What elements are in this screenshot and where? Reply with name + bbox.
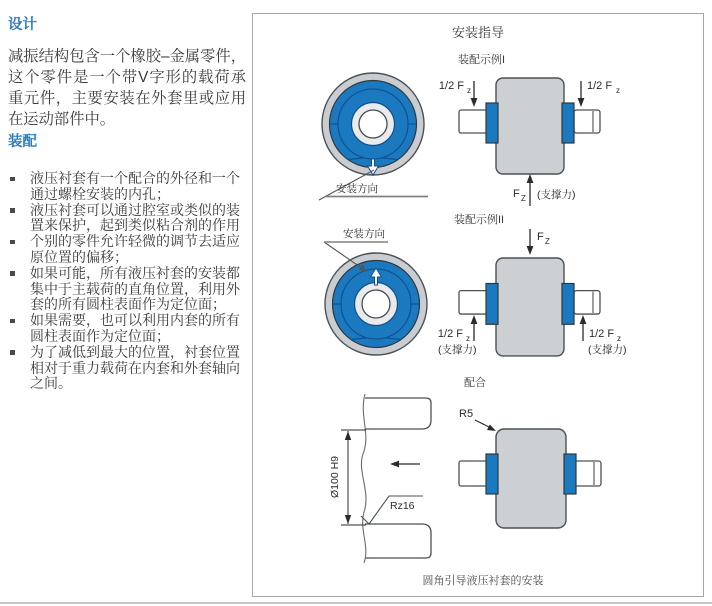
list-item [8,203,246,235]
break-wavy-line [361,394,366,563]
bullet-text: 如果需要，也可以利用内套的所有圆柱表面作为定位面； [30,312,240,344]
list-item [8,313,246,345]
radius-label: R5 [459,408,474,420]
side-assembly-fit [459,429,601,528]
bore-dimension-label: Ø100 H9 [329,455,341,499]
half-force-subscript: z [617,334,621,343]
side-assembly-2 [459,258,600,356]
installation-guide-figure [253,14,703,596]
force-subscript: Z [545,237,550,246]
figure-caption: 圆角引导液压衬套的安装 [422,575,544,587]
assembly-heading: 装配 [8,134,37,150]
design-heading: 设计 [8,17,37,33]
half-force-label: 1/2 F [437,328,463,340]
example1-label: 装配示例I [458,54,506,66]
support-force-label: (支撑力) [588,344,627,356]
force-subscript: Z [521,194,526,203]
bullet-text: 液压衬套有一个配合的外径和一个通过螺栓安装的内孔； [30,170,240,202]
bore-dimension [341,430,366,525]
list-item [8,345,246,392]
list-item [8,234,246,266]
bullet-text: 为了减低到最大的位置，衬套位置相对于重力载荷在内套和外套轴向之间。 [30,343,240,392]
fit-label: 配合 [464,377,486,389]
side-assembly-1 [459,78,600,174]
roughness-label: Rz16 [390,500,415,512]
example2-label: 装配示例II [454,214,505,226]
force-label: F [513,188,520,200]
assembly-bullet-list [8,171,246,392]
mounting-direction-label-2: 安装方向 [343,228,385,240]
page-bottom-divider [0,602,712,604]
bullet-text: 个别的零件允许轻微的调节去适应原位置的偏移； [30,233,240,265]
half-force-label: 1/2 F [438,80,464,92]
radius-callout [475,420,496,431]
force-label: F [537,231,544,243]
support-force-label: (支撑力) [537,189,576,201]
half-force-label: 1/2 F [589,328,615,340]
bullet-text: 如果可能，所有液压衬套的安装都集中于主载荷的直角位置，利用外套的所有圆柱表面作为定位面； [30,264,240,313]
installation-guide-panel [252,13,704,597]
support-force-label: (支撑力) [438,344,477,356]
mounting-direction-label-1: 安装方向 [336,183,378,195]
half-force-subscript: z [616,86,620,95]
press-in-arrow [390,461,420,468]
bullet-text: 液压衬套可以通过腔室或类似的装置来保护，起到类似粘合剂的作用 [30,201,240,234]
half-force-subscript: z [466,334,470,343]
list-item [8,171,246,203]
list-item [8,266,246,313]
panel-title: 安装指导 [451,25,505,40]
half-force-subscript: z [467,86,471,95]
housing-bore-drawing [361,394,431,563]
design-paragraph: 减振结构包含一个橡胶–金属零件，这个零件是一个带V字形的载荷承重元件，主要安装在外套里或应用在运动部件中。 [8,48,246,128]
half-force-label: 1/2 F [587,80,613,92]
